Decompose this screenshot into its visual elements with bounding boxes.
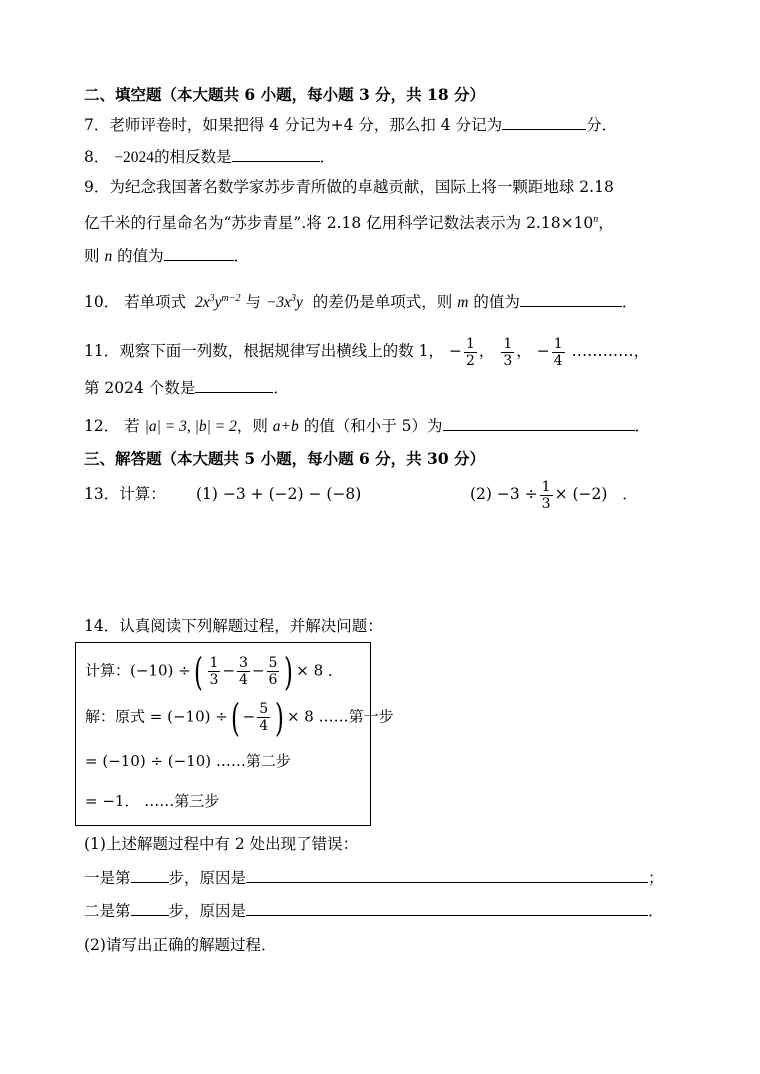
question-8-num: 8． (84, 148, 110, 166)
question-9-line-3 (84, 244, 249, 268)
question-14-part-1-prompt: (1)上述解题过程中有 2 处出现了错误： (84, 835, 359, 853)
question-12 (84, 414, 650, 438)
question-9-tail: ． (233, 247, 250, 265)
sequence-term-3: $\frac{1}{3}$ (503, 335, 513, 369)
monomial-1: $2x^3y^{m-2}$ (195, 293, 241, 312)
question-8-value: −2024 (114, 149, 155, 166)
error-2-step-blank[interactable] (131, 899, 169, 916)
sequence-dots: …………， (571, 342, 650, 360)
box-line-3: = (−10) ÷ (−10) ……第二步 (85, 752, 291, 770)
question-13-part-2: (2) −3 ÷ $\frac{1}{3}$ × (−2) ． (470, 478, 638, 512)
question-11-tail: ． (273, 379, 289, 397)
question-9-var: n (104, 248, 113, 265)
monomial-2: $-3x^3y$ (265, 293, 303, 312)
question-13-part-1: (1) −3 + (−2) − (−8) (196, 485, 362, 503)
question-10-num: 10． (84, 293, 120, 312)
solution-process-box (75, 642, 394, 826)
question-10-a: 若单项式 (124, 293, 187, 312)
question-12-tail: ． (634, 417, 651, 435)
question-7-text: 7．老师评卷时，如果把得 4 分记为+4 分，那么扣 4 分记为 (84, 116, 503, 134)
question-12-condition: |a| = 3, |b| = 2 (144, 418, 237, 435)
question-13 (84, 476, 166, 512)
question-12-a: 若 (124, 417, 140, 435)
error-1-line: 一是第 步，原因是 ； (84, 866, 664, 889)
section-fill-in-title: 二、填空题（本大题共 6 小题，每小题 3 分，共 18 分） (84, 85, 486, 104)
box-line-2: 解：原式 = (−10) ÷( − $\frac{5}{4}$ ) × 8 ……第一步 (85, 695, 394, 740)
question-10-c: 的差仍是单项式，则 (312, 293, 453, 312)
sequence-term-4: − $\frac{1}{4}$ (536, 335, 563, 369)
question-12-num: 12． (84, 417, 120, 435)
question-9-line-2-tail: ， (598, 214, 614, 233)
question-10-d: 的值为 (473, 293, 520, 312)
sequence-comma: ， (516, 342, 532, 360)
sequence-term-2: − $\frac{1}{2}$ (448, 335, 475, 369)
question-8 (84, 145, 335, 169)
question-11-text: 11．观察下面一列数，根据规律写出横线上的数 1， (84, 342, 445, 360)
question-8-tail: ． (319, 148, 336, 166)
error-2-reason-blank[interactable] (246, 899, 648, 916)
question-9-line-1: 9．为纪念我国著名数学家苏步青所做的卓越贡献，国际上将一颗距地球 2.18 (84, 178, 614, 196)
question-11-line-2-text: 第 2024 个数是 (84, 379, 196, 397)
question-7-answer-blank[interactable] (502, 113, 586, 130)
question-7-tail: 分． (586, 116, 618, 134)
box-line-1: 计算：(−10) ÷( $\frac{1}{3}$ − $\frac{3}{4}$ − $\frac{5}{6}$ ) × 8 ． (85, 649, 343, 694)
question-8-answer-blank[interactable] (232, 145, 320, 162)
question-11-line-1 (84, 333, 649, 369)
question-13-text: 13．计算： (84, 485, 166, 503)
question-8-text: 的相反数是 (154, 148, 232, 166)
question-9-line-2-text: 亿千米的行星命名为“苏步青星”.将 2.18 亿用科学记数法表示为 2.18×10 (84, 214, 594, 233)
question-11-answer-blank[interactable] (195, 376, 273, 393)
question-12-b: ，则 (236, 417, 268, 435)
question-9-exponent: n (593, 214, 599, 225)
question-12-c: 的值（和小于 5）为 (303, 417, 443, 435)
question-9-answer-blank[interactable] (164, 244, 234, 261)
question-10-answer-blank[interactable] (520, 290, 622, 307)
box-line-4: = −1． ……第三步 (85, 792, 220, 810)
question-14-part-2-prompt: (2)请写出正确的解题过程． (84, 936, 277, 954)
question-10 (84, 288, 637, 314)
question-9-line-3-a: 则 (84, 247, 100, 265)
question-14-intro: 14．认真阅读下列解题过程，并解决问题： (84, 617, 383, 635)
question-10-tail: ． (621, 293, 638, 312)
question-12-answer-blank[interactable] (443, 414, 635, 431)
question-10-var: m (457, 294, 469, 312)
error-1-reason-blank[interactable] (246, 866, 648, 883)
question-9-line-2 (84, 209, 614, 234)
error-1-step-blank[interactable] (131, 866, 169, 883)
question-11-line-2 (84, 376, 289, 399)
question-7 (84, 113, 617, 136)
question-9-line-3-b: 的值为 (117, 247, 164, 265)
section-solve-title: 三、解答题（本大题共 5 小题，每小题 6 分，共 30 分） (84, 449, 486, 468)
question-10-b: 与 (245, 293, 261, 312)
question-12-expr: a+b (272, 418, 299, 435)
sequence-comma: ， (478, 342, 495, 360)
error-2-line: 二是第 步，原因是 ． (84, 899, 664, 922)
